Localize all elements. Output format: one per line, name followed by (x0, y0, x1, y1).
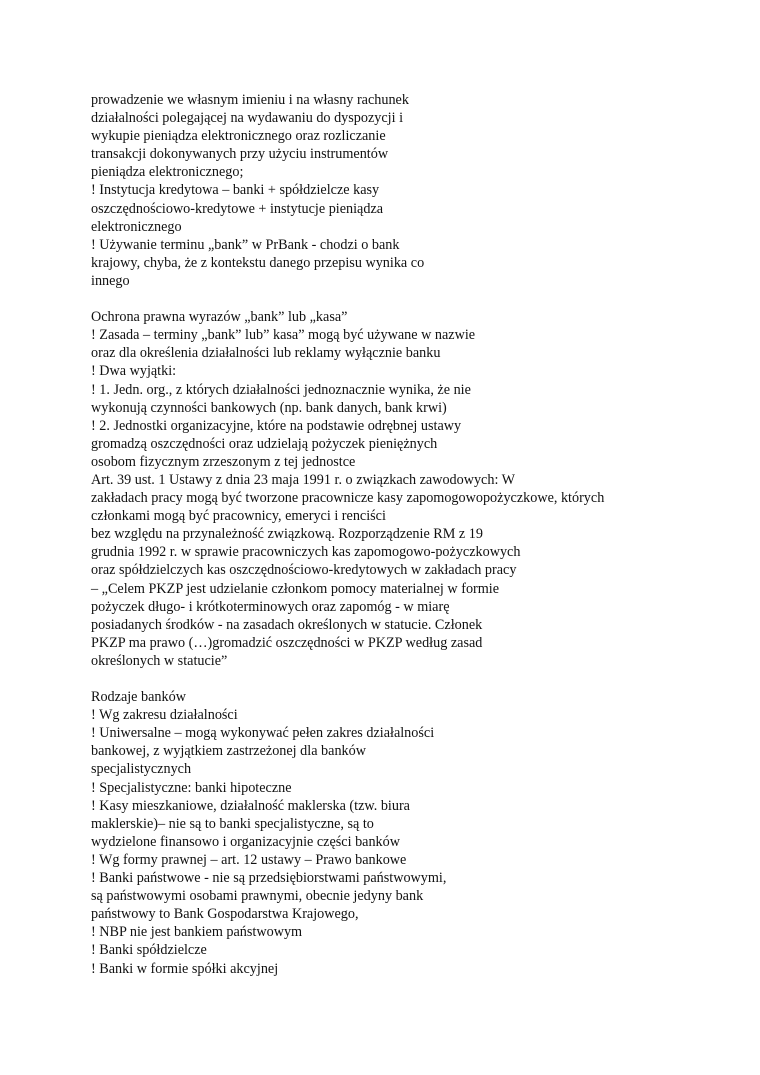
text-line: oraz dla określenia działalności lub reklamy wyłącznie banku (91, 345, 441, 362)
text-line: są państwowymi osobami prawnymi, obecnie jedyny bank (91, 888, 424, 905)
text-line: ! Używanie terminu „bank” w PrBank - chodzi o bank (91, 236, 400, 253)
text-line: krajowy, chyba, że z kontekstu danego przepisu wynika co (91, 254, 425, 271)
text-line: ! Banki państwowe - nie są przedsiębiorstwami państwowymi, (91, 870, 447, 887)
text-line: posiadanych środków - na zasadach określonych w statucie. Członek (91, 616, 483, 633)
text-line: ! Dwa wyjątki: (91, 363, 177, 380)
text-line: – „Celem PKZP jest udzielanie członkom pomocy materialnej w formie (91, 580, 500, 597)
text-line: oraz spółdzielczych kas oszczędnościowo-kredytowych w zakładach pracy (91, 562, 517, 579)
text-line: ! Wg zakresu działalności (91, 707, 238, 724)
text-line: oszczędnościowo-kredytowe + instytucje pieniądza (91, 200, 384, 217)
text-line: ! Wg formy prawnej – art. 12 ustawy – Prawo bankowe (91, 851, 407, 868)
text-line: zakładach pracy mogą być tworzone pracownicze kasy zapomogowopożyczkowe, których (91, 490, 605, 507)
text-line: pieniądza elektronicznego; (91, 164, 244, 181)
text-line: ! Uniwersalne – mogą wykonywać pełen zakres działalności (91, 725, 435, 742)
text-line: prowadzenie we własnym imieniu i na własny rachunek (91, 92, 409, 108)
text-line: ! Instytucja kredytowa – banki + spółdzielcze kasy (91, 182, 380, 199)
text-line: członkami mogą być pracownicy, emeryci i renciści (91, 508, 386, 525)
text-line: ! Banki w formie spółki akcyjnej (91, 960, 279, 977)
text-line: bez względu na przynależność związkową. Rozporządzenie RM z 19 (91, 526, 483, 543)
text-line: elektronicznego (91, 218, 182, 235)
text-line: transakcji dokonywanych przy użyciu instrumentów (91, 146, 389, 163)
text-line: działalności polegającej na wydawaniu do dyspozycji i (91, 110, 404, 127)
text-line: gromadzą oszczędności oraz udzielają pożyczek pieniężnych (91, 435, 438, 452)
text-line: wykonują czynności bankowych (np. bank danych, bank krwi) (91, 399, 447, 416)
text-line: grudnia 1992 r. w sprawie pracowniczych kas zapomogowo-pożyczkowych (91, 544, 521, 561)
text-line: Ochrona prawna wyrazów „bank” lub „kasa” (91, 309, 348, 326)
paragraph-spacer (91, 290, 691, 308)
text-line: PKZP ma prawo (…)gromadzić oszczędności w PKZP według zasad (91, 634, 483, 651)
text-line: ! Kasy mieszkaniowe, działalność maklerska (tzw. biura (91, 797, 410, 814)
text-line: ! 2. Jednostki organizacyjne, które na podstawie odrębnej ustawy (91, 417, 462, 434)
text-line: określonych w statucie” (91, 652, 228, 669)
text-line: innego (91, 272, 130, 289)
text-line: osobom fizycznym zrzeszonym z tej jednostce (91, 453, 356, 470)
text-line: państwowy to Bank Gospodarstwa Krajowego, (91, 906, 359, 923)
text-line: ! Banki spółdzielcze (91, 942, 207, 959)
text-line: specjalistycznych (91, 761, 192, 778)
text-line: bankowej, z wyjątkiem zastrzeżonej dla banków (91, 743, 366, 760)
text-line: Art. 39 ust. 1 Ustawy z dnia 23 maja 1991 r. o związkach zawodowych: W (91, 471, 516, 488)
paragraph-spacer (91, 670, 691, 688)
text-line: ! Specjalistyczne: banki hipoteczne (91, 779, 292, 796)
text-line: Rodzaje banków (91, 689, 186, 706)
text-line: pożyczek długo- i krótkoterminowych oraz zapomóg - w miarę (91, 598, 450, 615)
text-line: ! NBP nie jest bankiem państwowym (91, 924, 303, 941)
document-body (91, 91, 691, 978)
text-line: maklerskie)– nie są to banki specjalistyczne, są to (91, 815, 374, 832)
text-line: wydzielone finansowo i organizacyjnie części banków (91, 833, 400, 850)
text-line: ! Zasada – terminy „bank” lub” kasa” mogą być używane w nazwie (91, 327, 476, 344)
text-line: ! 1. Jedn. org., z których działalności jednoznacznie wynika, że nie (91, 381, 471, 398)
text-line: wykupie pieniądza elektronicznego oraz rozliczanie (91, 128, 386, 145)
